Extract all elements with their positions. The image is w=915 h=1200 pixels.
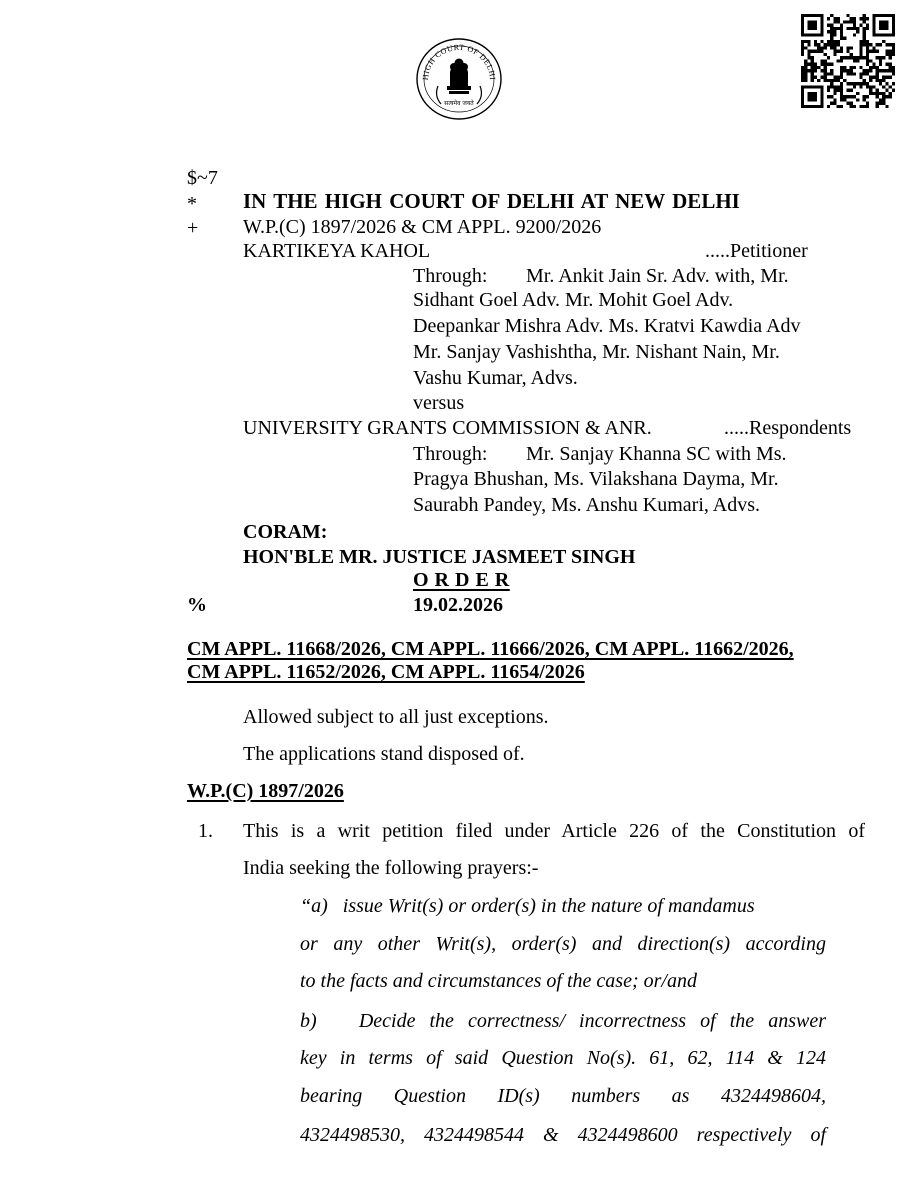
respondent-counsel-line: Pragya Bhushan, Ms. Vilakshana Dayma, Mr. — [413, 468, 779, 490]
prayer-line: b) Decide the correctness/ incorrectness of the answer — [300, 1010, 826, 1032]
percent-marker: % — [187, 594, 207, 616]
prayer-line: “a) issue Writ(s) or order(s) in the nature of mandamus — [300, 895, 755, 917]
petitioner-through-label: Through: — [413, 265, 488, 287]
emblem-text: HIGH COURT OF DELHI — [420, 42, 498, 81]
petitioner-counsel-line: Mr. Sanjay Vashishtha, Mr. Nishant Nain, Mr. — [413, 341, 780, 363]
court-title: IN THE HIGH COURT OF DELHI AT NEW DELHI — [243, 189, 740, 213]
emblem-motto: सत्यमेव जयते — [444, 100, 474, 107]
coram-label: CORAM: — [243, 521, 328, 543]
versus-label: versus — [413, 392, 465, 414]
prayer-line: 4324498530, 4324498544 & 4324498600 respectively of — [300, 1124, 826, 1146]
case-number: W.P.(C) 1897/2026 & CM APPL. 9200/2026 — [243, 216, 602, 238]
applications-heading-line2: CM APPL. 11652/2026, CM APPL. 11654/2026 — [187, 661, 585, 683]
order-heading: O R D E R — [413, 569, 510, 591]
paragraph-number: 1. — [198, 820, 213, 842]
court-emblem — [414, 36, 504, 122]
paragraph-line: This is a writ petition filed under Article 226 of the Constitution of — [243, 820, 865, 842]
petitioner-role: .....Petitioner — [705, 240, 808, 262]
applications-heading-line1: CM APPL. 11668/2026, CM APPL. 11666/2026, CM APPL. 11662/2026, — [187, 638, 794, 660]
prayer-line: key in terms of said Question No(s). 61, 62, 114 & 124 — [300, 1047, 826, 1069]
order-date: 19.02.2026 — [413, 594, 503, 616]
petitioner-counsel-line: Mr. Ankit Jain Sr. Adv. with, Mr. — [526, 265, 789, 287]
petitioner-counsel-line: Sidhant Goel Adv. Mr. Mohit Goel Adv. — [413, 289, 734, 311]
respondent-through-label: Through: — [413, 443, 488, 465]
applications-paragraph: The applications stand disposed of. — [243, 743, 525, 765]
qr-code[interactable] — [801, 14, 895, 108]
petition-heading: W.P.(C) 1897/2026 — [187, 780, 344, 802]
star-marker: * — [187, 193, 197, 215]
respondent-counsel-line: Mr. Sanjay Khanna SC with Ms. — [526, 443, 787, 465]
petitioner-counsel-line: Vashu Kumar, Advs. — [413, 367, 578, 389]
prayer-line: to the facts and circumstances of the case; or/and — [300, 970, 697, 992]
respondent-role: .....Respondents — [724, 417, 852, 439]
applications-paragraph: Allowed subject to all just exceptions. — [243, 706, 549, 728]
respondent-counsel-line: Saurabh Pandey, Ms. Anshu Kumari, Advs. — [413, 494, 761, 516]
prayer-line: bearing Question ID(s) numbers as 4324498604, — [300, 1085, 826, 1107]
petitioner-counsel-line: Deepankar Mishra Adv. Ms. Kratvi Kawdia Adv — [413, 315, 801, 337]
respondent-name: UNIVERSITY GRANTS COMMISSION & ANR. — [243, 417, 652, 439]
paragraph-line: India seeking the following prayers:- — [243, 857, 539, 879]
judge-name: HON'BLE MR. JUSTICE JASMEET SINGH — [243, 546, 636, 568]
plus-marker: + — [187, 217, 199, 239]
prayer-line: or any other Writ(s), order(s) and direction(s) according — [300, 933, 826, 955]
petitioner-name: KARTIKEYA KAHOL — [243, 240, 431, 262]
item-marker: $~7 — [187, 167, 218, 189]
